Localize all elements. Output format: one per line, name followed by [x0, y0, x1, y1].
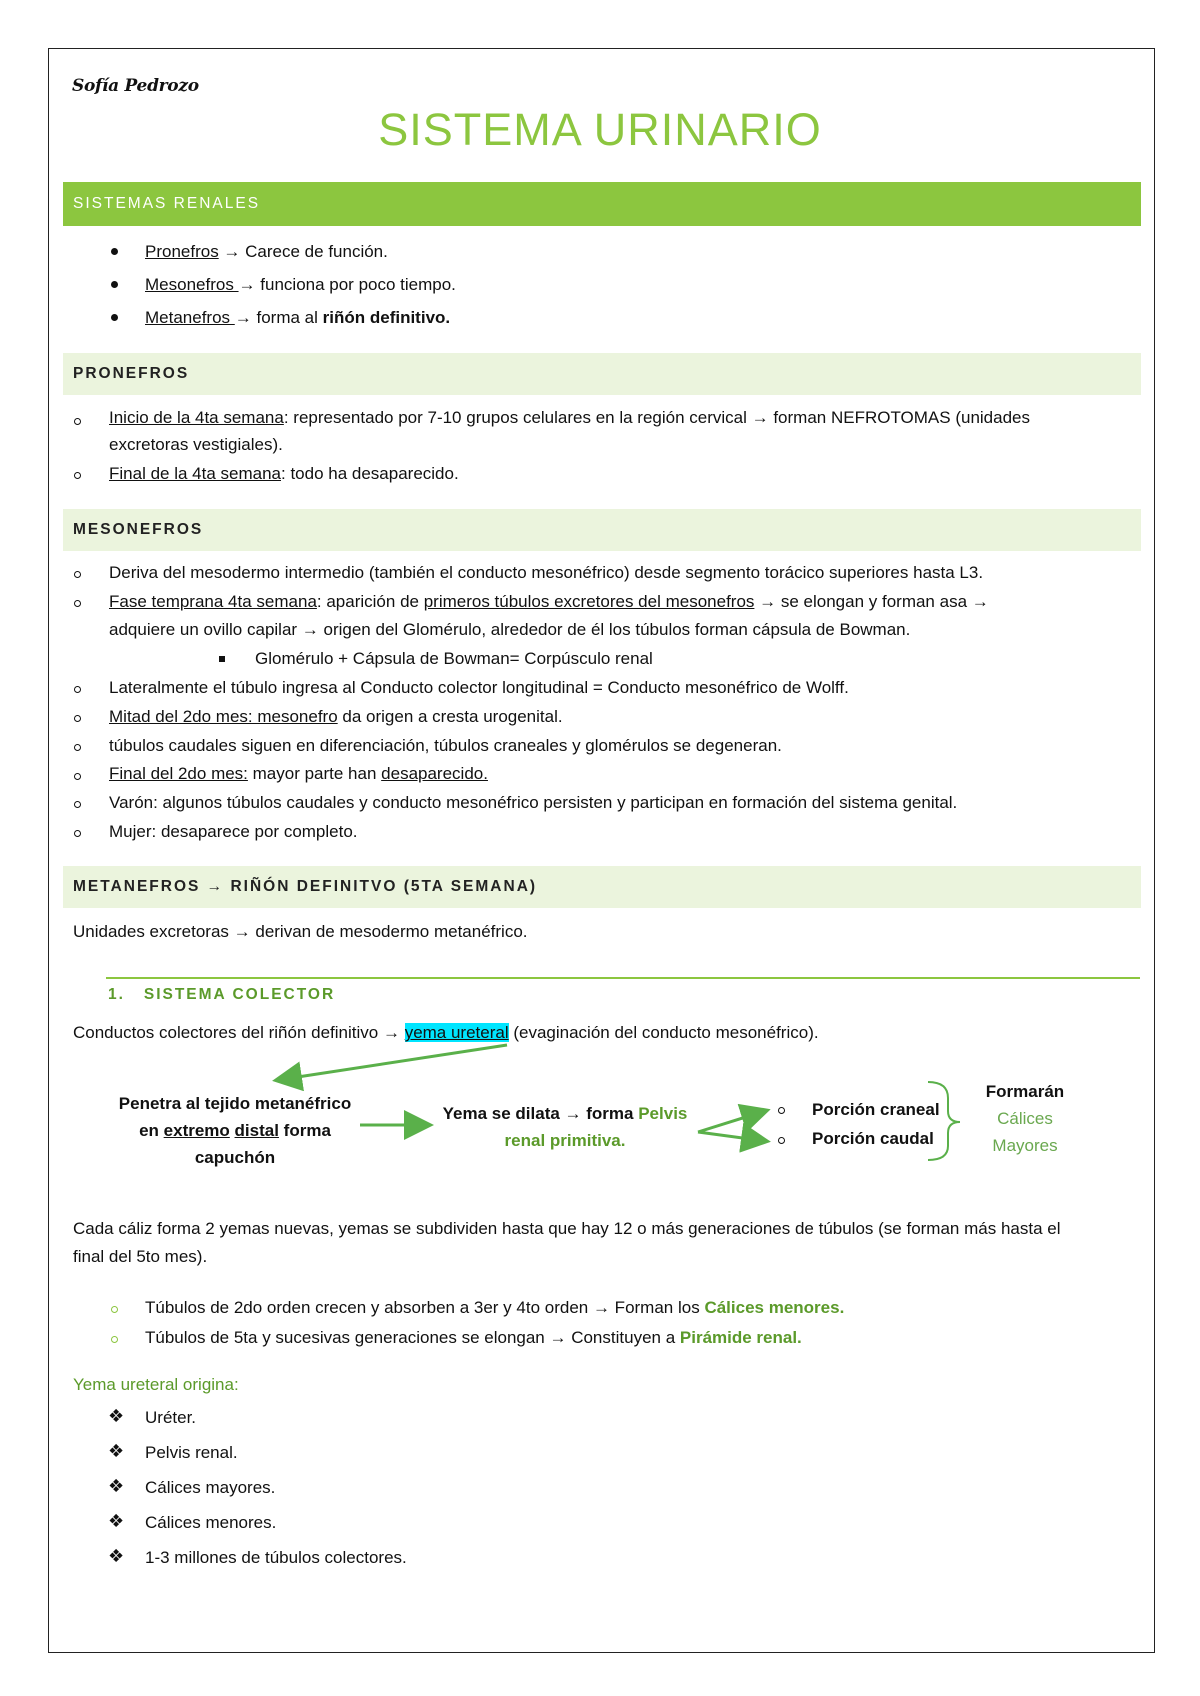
arrow: → — [238, 275, 261, 294]
yema-item: Pelvis renal. — [145, 1443, 238, 1462]
term: Mesonefros — [145, 275, 239, 294]
diagram-text: renal primitiva. — [504, 1131, 626, 1150]
term: Fase temprana 4ta semana — [109, 592, 317, 611]
yema-item: Cálices menores. — [145, 1513, 277, 1532]
term: Final de la 4ta semana — [109, 464, 281, 483]
sub-heading-number: 1. — [108, 986, 125, 1003]
colector-text: Conductos colectores del riñón definitivo → — [73, 1023, 405, 1042]
desc: da origen a cresta urogenital. — [337, 707, 563, 726]
diagram-porcion-caudal: Porción caudal — [812, 1129, 934, 1148]
highlighted-term: yema ureteral — [404, 1023, 509, 1042]
term: Mitad del 2do mes: mesonefro — [109, 707, 338, 726]
metanefros-intro: Unidades excretoras → derivan de mesodermo metanéfrico. — [73, 922, 528, 941]
bullet-icon — [778, 1107, 785, 1114]
diagram-text: Cálices — [997, 1109, 1053, 1128]
diamond-bullet-icon: ❖ — [108, 1406, 125, 1426]
list-item — [145, 1294, 844, 1321]
list-item: Lateralmente el túbulo ingresa al Conducto colector longitudinal = Conducto mesonéfrico de Wolff. — [109, 678, 849, 697]
diagram-porcion-craneal: Porción craneal — [812, 1100, 940, 1119]
arrow-icon — [278, 1045, 507, 1080]
diamond-bullet-icon: ❖ — [108, 1546, 125, 1566]
diamond-bullet-icon: ❖ — [108, 1441, 125, 1461]
yema-item: 1-3 millones de túbulos colectores. — [145, 1548, 407, 1567]
yema-item: Cálices mayores. — [145, 1478, 276, 1497]
desc: → se elongan y forman asa → — [754, 592, 989, 611]
term: Metanefros — [145, 308, 235, 327]
list-item: Varón: algunos túbulos caudales y conducto mesonéfrico persisten y participan en formación del sistema genital. — [109, 793, 958, 812]
diagram-text: Formarán — [985, 1082, 1065, 1101]
term: primeros túbulos excretores del mesonefros — [423, 592, 755, 611]
diagram-text: Mayores — [992, 1136, 1058, 1155]
diagram-text-part: forma — [278, 1121, 331, 1140]
author-name: Sofía Pedrozo — [72, 76, 199, 96]
list-item-continuation: excretoras vestigiales). — [109, 435, 283, 454]
list-item: Mujer: desaparece por completo. — [109, 822, 358, 841]
sub-heading-text: SISTEMA COLECTOR — [143, 986, 336, 1003]
term: Pronefros — [145, 242, 219, 261]
list-item: Deriva del mesodermo intermedio (también el conducto mesonéfrico) desde segmento torácico superiores hasta L3. — [109, 563, 984, 582]
caliz-paragraph: Cada cáliz forma 2 yemas nuevas, yemas se subdividen hasta que hay 12 o más generaciones de túbulos (se forman más hasta el — [73, 1219, 1061, 1238]
desc: Carece de función. — [245, 242, 388, 261]
desc-green: Cálices menores. — [704, 1298, 845, 1317]
diagram-box-penetra — [110, 1090, 360, 1171]
yema-item: Uréter. — [145, 1408, 197, 1427]
desc: : todo ha desaparecido. — [281, 464, 459, 483]
diagram-text — [110, 1117, 360, 1144]
desc-green: Pirámide renal. — [679, 1328, 802, 1347]
term: Inicio de la 4ta semana — [109, 408, 284, 427]
desc: Túbulos de 2do orden crecen y absorben a 3er y 4to orden → Forman los — [145, 1298, 705, 1317]
bullet-icon — [111, 1336, 118, 1343]
diagram-text: Penetra al tejido metanéfrico — [118, 1094, 352, 1113]
desc: forma al — [256, 308, 323, 327]
term: desaparecido. — [381, 764, 488, 783]
diagram-text-part: Pelvis — [638, 1104, 688, 1123]
section-heading-sistemas-renales: SISTEMAS RENALES — [63, 182, 1141, 226]
document-title: SISTEMA URINARIO — [378, 104, 822, 155]
diagram-text-part: en — [139, 1121, 164, 1140]
diagram-text: capuchón — [194, 1148, 276, 1167]
list-item-continuation: adquiere un ovillo capilar → origen del Glomérulo, alrededor de él los túbulos forman cápsula de Bowman. — [109, 620, 911, 639]
diagram-text-part: Yema se dilata → forma — [442, 1104, 639, 1123]
bullet-icon — [778, 1137, 785, 1144]
yema-heading: Yema ureteral origina: — [73, 1375, 239, 1394]
section-heading-metanefros: METANEFROS → RIÑÓN DEFINITVO (5TA SEMANA) — [63, 866, 1141, 908]
diagram-text — [435, 1100, 695, 1127]
desc: mayor parte han — [247, 764, 382, 783]
section-heading-pronefros: PRONEFROS — [63, 353, 1141, 395]
diamond-bullet-icon: ❖ — [108, 1511, 125, 1531]
desc: Túbulos de 5ta y sucesivas generaciones se elongan → Constituyen a — [145, 1328, 680, 1347]
sub-list-item: Glomérulo + Cápsula de Bowman= Corpúsculo renal — [255, 649, 653, 668]
diagram-text-part: extremo — [163, 1121, 230, 1140]
desc-bold: riñón definitivo. — [322, 308, 451, 327]
desc: funciona por poco tiempo. — [260, 275, 456, 294]
term: Final del 2do mes: — [109, 764, 248, 783]
diagram-text-part: distal — [234, 1121, 279, 1140]
bullet-icon — [111, 1306, 118, 1313]
colector-text: (evaginación del conducto mesonéfrico). — [508, 1023, 819, 1042]
diagram-formaran — [965, 1078, 1085, 1159]
diagram-box-yema — [435, 1100, 695, 1154]
arrow-icon — [698, 1132, 765, 1141]
arrow: → — [218, 242, 246, 261]
desc: : aparición de — [316, 592, 424, 611]
caliz-paragraph-continuation: final del 5to mes). — [73, 1247, 208, 1266]
list-item: túbulos caudales siguen en diferenciación, túbulos craneales y glomérulos se degeneran. — [109, 736, 782, 755]
desc: : representado por 7-10 grupos celulares en la región cervical → forman NEFROTOMAS (unidades — [283, 408, 1030, 427]
section-heading-mesonefros: MESONEFROS — [63, 509, 1141, 551]
arrow-icon — [698, 1111, 765, 1132]
list-item — [145, 1324, 802, 1351]
diamond-bullet-icon: ❖ — [108, 1476, 125, 1496]
arrow: → — [234, 308, 257, 327]
